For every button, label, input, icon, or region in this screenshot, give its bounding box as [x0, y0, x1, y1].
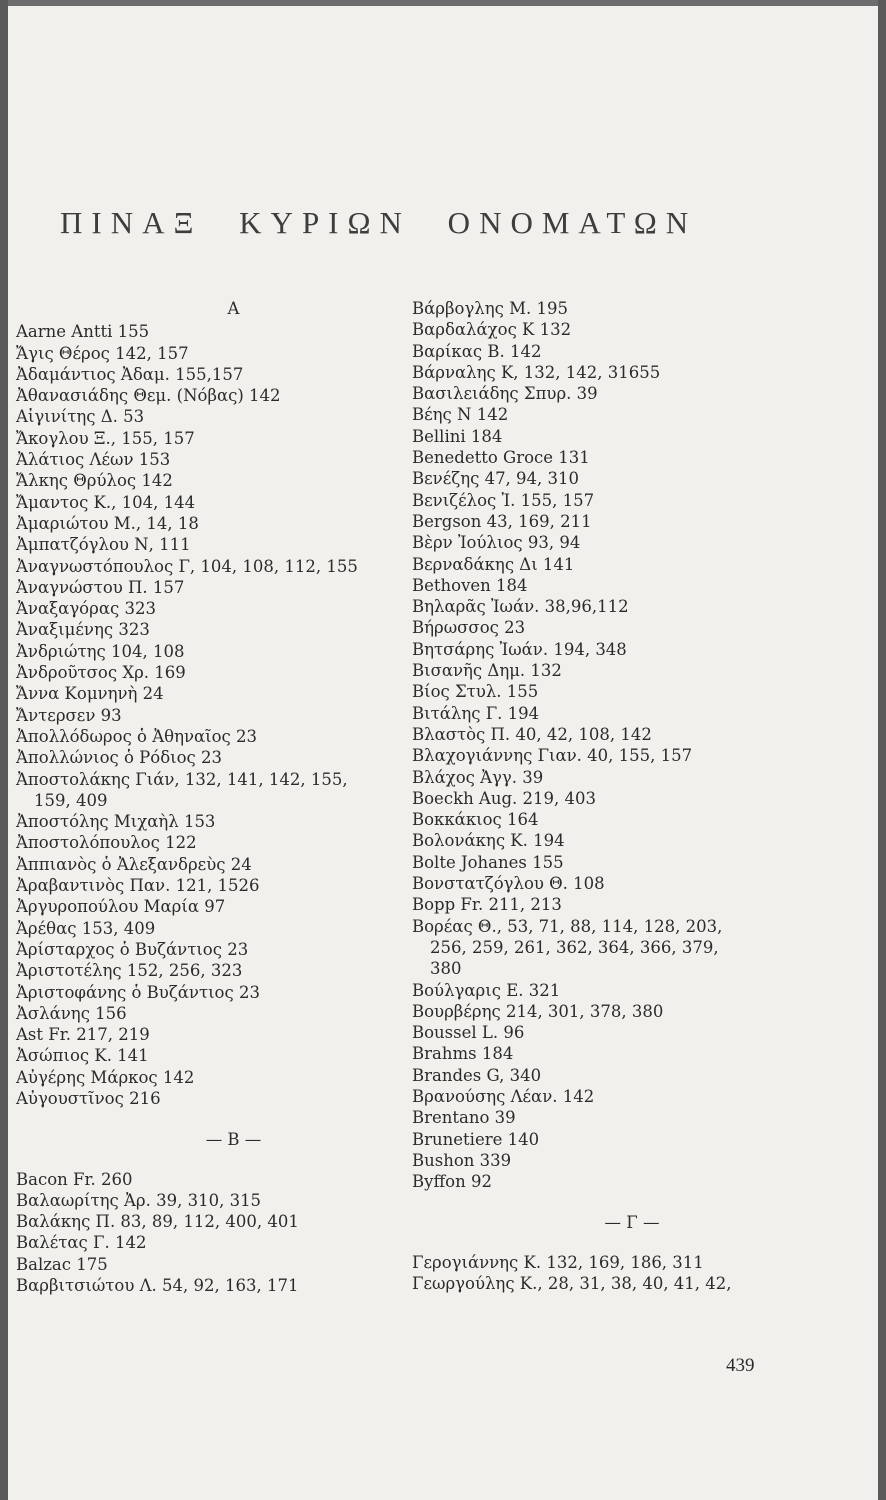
- index-entry: Βλάχος Ἀγγ. 39: [412, 767, 544, 787]
- index-entry: Bergson 43, 169, 211: [412, 511, 592, 531]
- index-entry: Ast Fr. 217, 219: [16, 1025, 150, 1045]
- index-entry-continuation: 256, 259, 261, 362, 364, 366, 379,: [430, 937, 719, 957]
- section-letter-a: Α: [227, 299, 240, 318]
- index-entry: Ἀριστοτέλης 152, 256, 323: [16, 961, 243, 981]
- index-entry: Βορέας Θ., 53, 71, 88, 114, 128, 203,: [412, 916, 723, 936]
- index-entry: Γεωργούλης Κ., 28, 31, 38, 40, 41, 42,: [412, 1274, 732, 1294]
- index-entry: Βρανούσης Λέαν. 142: [412, 1086, 595, 1106]
- index-entry: Βίος Στυλ. 155: [412, 682, 539, 702]
- index-entry: Αἰγινίτης Δ. 53: [16, 407, 145, 427]
- index-entry: Βητσάρης Ἰωάν. 194, 348: [412, 639, 627, 659]
- index-entry: Bethoven 184: [412, 575, 528, 595]
- index-entry: Αὐγέρης Μάρκος 142: [16, 1067, 195, 1087]
- index-entry: Βηλαρᾶς Ἰωάν. 38,96,112: [412, 597, 629, 617]
- index-entry: Ἀποστόλης Μιχαὴλ 153: [16, 812, 216, 832]
- index-entry: Ἀσώπιος Κ. 141: [16, 1046, 149, 1066]
- index-entry: Ἀναγνωστόπουλος Γ, 104, 108, 112, 155: [16, 556, 358, 576]
- index-entry: Bellini 184: [412, 426, 503, 446]
- index-entry: Ἀρίσταρχος ὁ Βυζάντιος 23: [16, 939, 249, 959]
- index-entry: Βιτάλης Γ. 194: [412, 703, 540, 723]
- index-entry: Ἄκογλου Ξ., 155, 157: [16, 428, 195, 448]
- index-entry: Aarne Antti 155: [16, 322, 150, 342]
- index-entry: Ἀμαριώτου Μ., 14, 18: [16, 513, 199, 533]
- index-entry: Γερογιάννης Κ. 132, 169, 186, 311: [412, 1252, 704, 1272]
- page-title: ΠΙΝΑΞ ΚΥΡΙΩΝ ΟΝΟΜΑΤΩΝ: [60, 205, 698, 240]
- index-entry: Βενιζέλος Ἰ. 155, 157: [412, 490, 595, 510]
- index-entry: Βάρβογλης Μ. 195: [412, 299, 569, 318]
- index-entry: Βισανῆς Δημ. 132: [412, 661, 562, 681]
- section-letter-g: — Γ —: [604, 1213, 660, 1233]
- index-entry: Βὲρν Ἰούλιος 93, 94: [412, 533, 581, 553]
- index-entry: Βονστατζόγλου Θ. 108: [412, 874, 605, 894]
- index-entry: Βερναδάκης Δι 141: [412, 554, 575, 574]
- index-entry: Βαλέτας Γ. 142: [16, 1233, 147, 1253]
- index-entry: Ἀριστοφάνης ὁ Βυζάντιος 23: [16, 982, 260, 1002]
- index-entry: Ἀσλάνης 156: [16, 1003, 127, 1023]
- right-column: [412, 298, 852, 1294]
- index-entry: Bopp Fr. 211, 213: [412, 895, 562, 915]
- index-entry: Αὐγουστῖνος 216: [16, 1088, 161, 1108]
- index-entry: Boeckh Aug. 219, 403: [412, 788, 597, 808]
- index-entry: Ἀλάτιος Λέων 153: [16, 450, 171, 470]
- index-entry: Βουρβέρης 214, 301, 378, 380: [412, 1001, 664, 1021]
- index-entry: Βλαστὸς Π. 40, 42, 108, 142: [412, 724, 652, 744]
- index-entry: Balzac 175: [16, 1254, 108, 1274]
- index-entry: Ἀρέθας 153, 409: [16, 918, 156, 938]
- index-entry: Ἀραβαντινὸς Παν. 121, 1526: [16, 876, 260, 896]
- index-entry: Ἀναγνώστου Π. 157: [16, 577, 185, 597]
- page-number: 439: [726, 1355, 755, 1376]
- index-entry: Ἀνδροῦτσος Χρ. 169: [16, 663, 186, 683]
- index-entry: Βασιλειάδης Σπυρ. 39: [412, 384, 598, 404]
- index-entry: Bushon 339: [412, 1150, 512, 1170]
- index-entry: Boussel L. 96: [412, 1023, 525, 1043]
- index-entry: Βέης Ν 142: [412, 405, 509, 425]
- index-entry: Ἄννα Κομνηνὴ 24: [16, 684, 164, 704]
- index-entry: Βοκκάκιος 164: [412, 810, 539, 830]
- index-entry: Βαρδαλάχος Κ 132: [412, 320, 572, 340]
- index-entry: Ἄλκης Θρύλος 142: [16, 471, 173, 491]
- section-letter-b: — Β —: [205, 1130, 262, 1150]
- index-entry: Βλαχογιάννης Γιαν. 40, 155, 157: [412, 746, 693, 766]
- index-entry: Ἀθανασιάδης Θεμ. (Νόβας) 142: [16, 386, 281, 406]
- index-entry: Bolte Johanes 155: [412, 852, 564, 872]
- index-entry: Ἀπολλώνιος ὁ Ρόδιος 23: [16, 748, 223, 768]
- index-entry: Ἀμπατζόγλου Ν, 111: [16, 535, 191, 555]
- index-entry: Βαλάκης Π. 83, 89, 112, 400, 401: [16, 1212, 299, 1232]
- index-entry: Βενέζης 47, 94, 310: [412, 469, 580, 489]
- index-entry: Ἀπολλόδωρος ὁ Ἀθηναῖος 23: [16, 726, 258, 746]
- index-entry: Βολονάκης Κ. 194: [412, 831, 565, 851]
- index-entry: Βαρίκας Β. 142: [412, 341, 542, 361]
- index-entry: Brentano 39: [412, 1108, 516, 1128]
- index-entry: Bacon Fr. 260: [16, 1169, 133, 1189]
- index-entry: Ἀναξιμένης 323: [16, 620, 150, 640]
- index-entry: Ἄντερσεν 93: [16, 705, 122, 725]
- index-entry: Ἀποστολάκης Γιάν, 132, 141, 142, 155,: [16, 769, 348, 789]
- index-entry: Βάρναλης Κ, 132, 142, 31655: [412, 362, 661, 382]
- index-entry: Ἀππιανὸς ὁ Ἀλεξανδρεὺς 24: [16, 854, 252, 874]
- index-entry: Ἄγις Θέρος 142, 157: [16, 343, 189, 363]
- index-entry: Brahms 184: [412, 1044, 514, 1064]
- index-entry: Ἀδαμάντιος Ἀδαμ. 155,157: [16, 364, 244, 384]
- index-entry-continuation: 380: [430, 959, 462, 979]
- index-entry: Brandes G, 340: [412, 1065, 542, 1085]
- index-entry: Byffon 92: [412, 1172, 492, 1192]
- index-entry: Βήρωσσος 23: [412, 618, 526, 638]
- index-entry: Βούλγαρις Ε. 321: [412, 980, 561, 1000]
- index-entry: Ἀναξαγόρας 323: [16, 599, 156, 619]
- index-page: [8, 0, 878, 1500]
- index-entry: Benedetto Groce 131: [412, 448, 590, 468]
- index-entry: Ἀνδριώτης 104, 108: [16, 641, 185, 661]
- index-entry: Ἀργυροπούλου Μαρία 97: [16, 897, 226, 917]
- index-entry: Βαρβιτσιώτου Λ. 54, 92, 163, 171: [16, 1276, 299, 1296]
- index-entry: Βαλαωρίτης Ἀρ. 39, 310, 315: [16, 1190, 262, 1210]
- index-entry: Ἄμαντος Κ., 104, 144: [16, 492, 196, 512]
- index-entry: Ἀποστολόπουλος 122: [16, 833, 197, 853]
- index-entry-continuation: 159, 409: [34, 790, 108, 810]
- index-entry: Brunetiere 140: [412, 1129, 540, 1149]
- left-column: [16, 298, 401, 1296]
